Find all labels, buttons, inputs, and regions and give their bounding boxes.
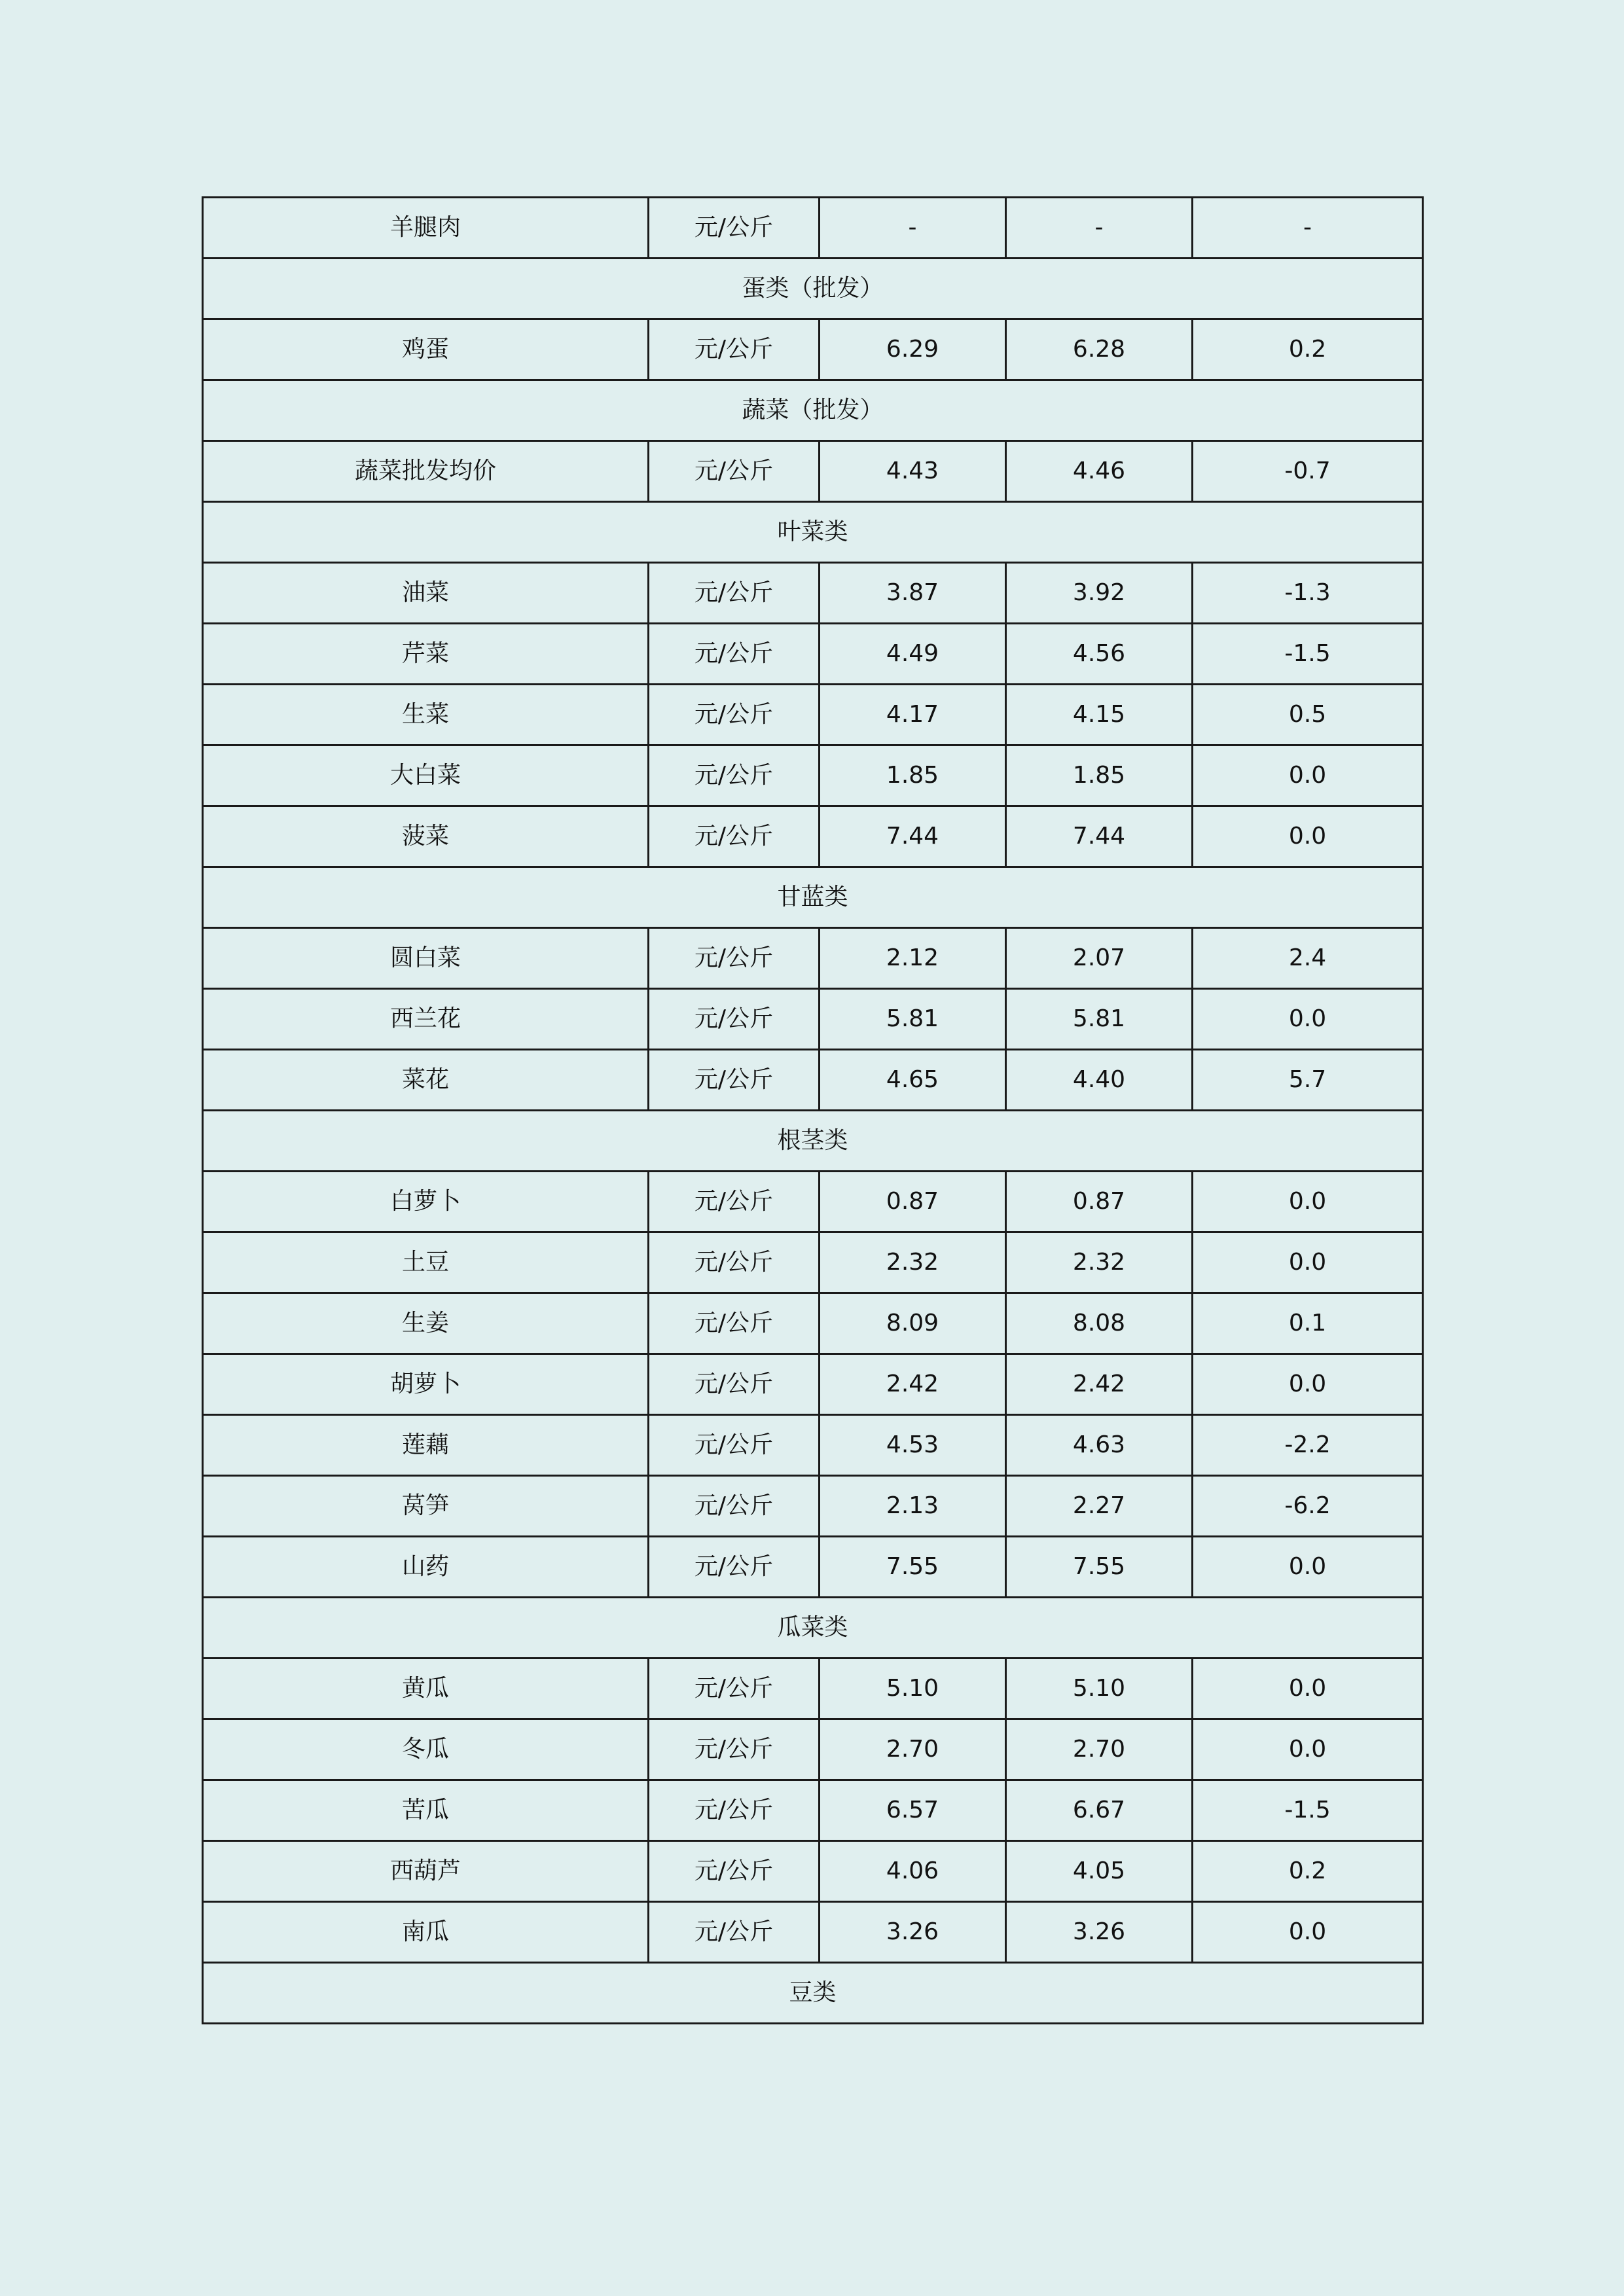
table-row: [203, 1050, 1423, 1111]
table-row: [203, 1354, 1423, 1415]
change-percent-cell: -6.2: [1193, 1476, 1423, 1537]
item-name-cell: 土豆: [203, 1232, 649, 1293]
item-name-cell: 莲藕: [203, 1415, 649, 1476]
table-row: [203, 685, 1423, 745]
change-percent-cell: 0.0: [1193, 745, 1423, 806]
change-percent-cell: 0.0: [1193, 1232, 1423, 1293]
table-row: [203, 1902, 1423, 1963]
table-row: [203, 989, 1423, 1050]
previous-price-cell: 4.46: [1006, 441, 1193, 502]
table-row: [203, 624, 1423, 685]
unit-cell: 元/公斤: [649, 1050, 820, 1111]
unit-cell: 元/公斤: [649, 1293, 820, 1354]
table-row: [203, 1537, 1423, 1598]
current-price-cell: 3.87: [820, 563, 1006, 624]
unit-cell: 元/公斤: [649, 685, 820, 745]
current-price-cell: 5.81: [820, 989, 1006, 1050]
unit-cell: 元/公斤: [649, 563, 820, 624]
current-price-cell: 4.06: [820, 1841, 1006, 1902]
item-name-cell: 羊腿肉: [203, 198, 649, 259]
change-percent-cell: 0.2: [1193, 1841, 1423, 1902]
unit-cell: 元/公斤: [649, 1659, 820, 1719]
section-title: 豆类: [203, 1963, 1423, 2024]
change-percent-cell: -0.7: [1193, 441, 1423, 502]
previous-price-cell: 4.56: [1006, 624, 1193, 685]
table-row: [203, 1780, 1423, 1841]
previous-price-cell: 2.07: [1006, 928, 1193, 989]
current-price-cell: 7.55: [820, 1537, 1006, 1598]
change-percent-cell: 0.0: [1193, 806, 1423, 867]
change-percent-cell: 0.0: [1193, 1172, 1423, 1232]
section-title: 根茎类: [203, 1111, 1423, 1172]
current-price-cell: 8.09: [820, 1293, 1006, 1354]
previous-price-cell: 2.42: [1006, 1354, 1193, 1415]
unit-cell: 元/公斤: [649, 745, 820, 806]
previous-price-cell: 4.40: [1006, 1050, 1193, 1111]
table-row: [203, 1172, 1423, 1232]
unit-cell: 元/公斤: [649, 1719, 820, 1780]
change-percent-cell: 0.0: [1193, 989, 1423, 1050]
change-percent-cell: 0.5: [1193, 685, 1423, 745]
unit-cell: 元/公斤: [649, 1780, 820, 1841]
change-percent-cell: -2.2: [1193, 1415, 1423, 1476]
previous-price-cell: 5.10: [1006, 1659, 1193, 1719]
previous-price-cell: 4.05: [1006, 1841, 1193, 1902]
section-header-row: [203, 1598, 1423, 1659]
unit-cell: 元/公斤: [649, 1172, 820, 1232]
current-price-cell: 2.42: [820, 1354, 1006, 1415]
item-name-cell: 西兰花: [203, 989, 649, 1050]
change-percent-cell: 5.7: [1193, 1050, 1423, 1111]
change-percent-cell: -: [1193, 198, 1423, 259]
current-price-cell: 4.49: [820, 624, 1006, 685]
table-row: [203, 1232, 1423, 1293]
unit-cell: 元/公斤: [649, 1476, 820, 1537]
item-name-cell: 蔬菜批发均价: [203, 441, 649, 502]
section-title: 叶菜类: [203, 502, 1423, 563]
section-title: 甘蓝类: [203, 867, 1423, 928]
current-price-cell: 2.32: [820, 1232, 1006, 1293]
item-name-cell: 黄瓜: [203, 1659, 649, 1719]
change-percent-cell: -1.5: [1193, 1780, 1423, 1841]
current-price-cell: 0.87: [820, 1172, 1006, 1232]
item-name-cell: 菠菜: [203, 806, 649, 867]
item-name-cell: 圆白菜: [203, 928, 649, 989]
unit-cell: 元/公斤: [649, 1537, 820, 1598]
unit-cell: 元/公斤: [649, 806, 820, 867]
previous-price-cell: -: [1006, 198, 1193, 259]
unit-cell: 元/公斤: [649, 1232, 820, 1293]
current-price-cell: 7.44: [820, 806, 1006, 867]
current-price-cell: 2.70: [820, 1719, 1006, 1780]
previous-price-cell: 2.70: [1006, 1719, 1193, 1780]
change-percent-cell: 0.0: [1193, 1719, 1423, 1780]
item-name-cell: 生菜: [203, 685, 649, 745]
item-name-cell: 山药: [203, 1537, 649, 1598]
table-row: [203, 1476, 1423, 1537]
unit-cell: 元/公斤: [649, 1902, 820, 1963]
current-price-cell: 2.13: [820, 1476, 1006, 1537]
current-price-cell: 2.12: [820, 928, 1006, 989]
section-header-row: [203, 1111, 1423, 1172]
previous-price-cell: 2.32: [1006, 1232, 1193, 1293]
previous-price-cell: 3.26: [1006, 1902, 1193, 1963]
table-row: [203, 563, 1423, 624]
item-name-cell: 大白菜: [203, 745, 649, 806]
table-row: [203, 1841, 1423, 1902]
table-row: [203, 1293, 1423, 1354]
item-name-cell: 鸡蛋: [203, 319, 649, 380]
item-name-cell: 白萝卜: [203, 1172, 649, 1232]
section-header-row: [203, 502, 1423, 563]
unit-cell: 元/公斤: [649, 989, 820, 1050]
item-name-cell: 南瓜: [203, 1902, 649, 1963]
previous-price-cell: 7.55: [1006, 1537, 1193, 1598]
previous-price-cell: 4.63: [1006, 1415, 1193, 1476]
unit-cell: 元/公斤: [649, 441, 820, 502]
unit-cell: 元/公斤: [649, 928, 820, 989]
current-price-cell: 6.57: [820, 1780, 1006, 1841]
previous-price-cell: 8.08: [1006, 1293, 1193, 1354]
table-row: [203, 1415, 1423, 1476]
price-table-container: [202, 196, 1422, 2024]
change-percent-cell: 0.0: [1193, 1902, 1423, 1963]
current-price-cell: 4.17: [820, 685, 1006, 745]
change-percent-cell: 0.0: [1193, 1354, 1423, 1415]
previous-price-cell: 4.15: [1006, 685, 1193, 745]
current-price-cell: 5.10: [820, 1659, 1006, 1719]
change-percent-cell: 0.0: [1193, 1659, 1423, 1719]
price-table: [202, 196, 1424, 2024]
previous-price-cell: 0.87: [1006, 1172, 1193, 1232]
current-price-cell: 3.26: [820, 1902, 1006, 1963]
previous-price-cell: 6.67: [1006, 1780, 1193, 1841]
change-percent-cell: 0.0: [1193, 1537, 1423, 1598]
table-row: [203, 1659, 1423, 1719]
previous-price-cell: 6.28: [1006, 319, 1193, 380]
table-row: [203, 198, 1423, 259]
section-header-row: [203, 1963, 1423, 2024]
unit-cell: 元/公斤: [649, 1415, 820, 1476]
table-row: [203, 441, 1423, 502]
unit-cell: 元/公斤: [649, 624, 820, 685]
price-table-body: [203, 198, 1423, 2024]
table-row: [203, 319, 1423, 380]
change-percent-cell: 0.2: [1193, 319, 1423, 380]
change-percent-cell: 2.4: [1193, 928, 1423, 989]
current-price-cell: 1.85: [820, 745, 1006, 806]
item-name-cell: 生姜: [203, 1293, 649, 1354]
table-row: [203, 806, 1423, 867]
section-header-row: [203, 867, 1423, 928]
previous-price-cell: 5.81: [1006, 989, 1193, 1050]
section-title: 瓜菜类: [203, 1598, 1423, 1659]
item-name-cell: 油菜: [203, 563, 649, 624]
item-name-cell: 莴笋: [203, 1476, 649, 1537]
section-header-row: [203, 259, 1423, 319]
current-price-cell: 4.43: [820, 441, 1006, 502]
previous-price-cell: 1.85: [1006, 745, 1193, 806]
item-name-cell: 菜花: [203, 1050, 649, 1111]
item-name-cell: 冬瓜: [203, 1719, 649, 1780]
current-price-cell: -: [820, 198, 1006, 259]
unit-cell: 元/公斤: [649, 319, 820, 380]
change-percent-cell: 0.1: [1193, 1293, 1423, 1354]
previous-price-cell: 2.27: [1006, 1476, 1193, 1537]
unit-cell: 元/公斤: [649, 1841, 820, 1902]
table-row: [203, 928, 1423, 989]
change-percent-cell: -1.5: [1193, 624, 1423, 685]
section-title: 蛋类（批发）: [203, 259, 1423, 319]
table-row: [203, 745, 1423, 806]
section-header-row: [203, 380, 1423, 441]
change-percent-cell: -1.3: [1193, 563, 1423, 624]
unit-cell: 元/公斤: [649, 198, 820, 259]
previous-price-cell: 7.44: [1006, 806, 1193, 867]
current-price-cell: 6.29: [820, 319, 1006, 380]
item-name-cell: 苦瓜: [203, 1780, 649, 1841]
unit-cell: 元/公斤: [649, 1354, 820, 1415]
item-name-cell: 胡萝卜: [203, 1354, 649, 1415]
current-price-cell: 4.53: [820, 1415, 1006, 1476]
item-name-cell: 芹菜: [203, 624, 649, 685]
previous-price-cell: 3.92: [1006, 563, 1193, 624]
table-row: [203, 1719, 1423, 1780]
section-title: 蔬菜（批发）: [203, 380, 1423, 441]
current-price-cell: 4.65: [820, 1050, 1006, 1111]
item-name-cell: 西葫芦: [203, 1841, 649, 1902]
